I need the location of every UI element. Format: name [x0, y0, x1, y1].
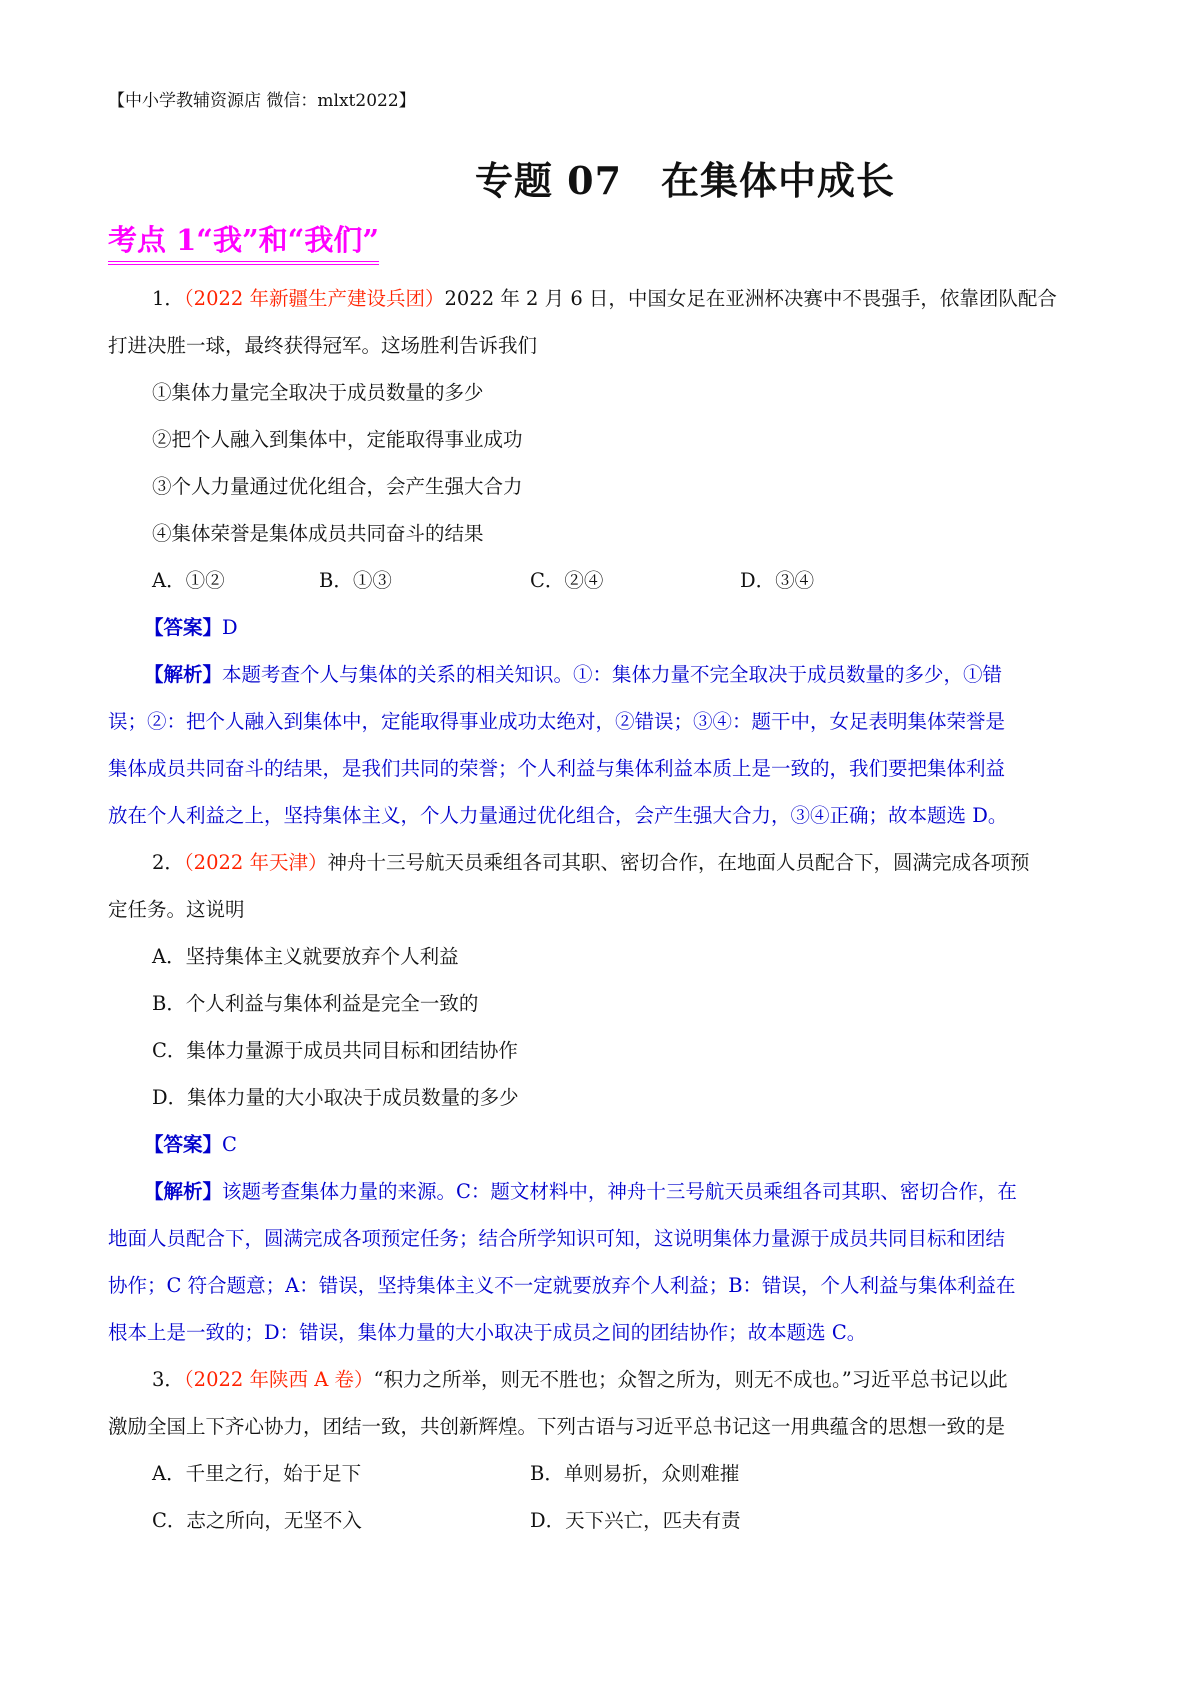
- q2-source: （2022 年天津）: [183, 851, 328, 874]
- page-title: 专题 07 在集体中成长: [474, 158, 896, 203]
- q1-source: （2022 年新疆生产建设兵团）: [183, 287, 445, 310]
- q3-option-b: B．单则易折，众则难摧: [530, 1462, 740, 1485]
- q1-analysis-line-2: 误；②：把个人融入到集体中，定能取得事业成功太绝对，②错误；③④：题干中，女足表明集体荣誉是: [108, 710, 1006, 733]
- q2-answer-value: C: [222, 1133, 237, 1156]
- q2-option-b: B．个人利益与集体利益是完全一致的: [152, 992, 479, 1015]
- q1-stem-text-1: 2022 年 2 月 6 日，中国女足在亚洲杯决赛中不畏强手，依靠团队配合: [444, 287, 1057, 310]
- q2-stem-line-2: 定任务。这说明: [108, 898, 245, 921]
- section-title: 考点 1“我”和“我们”: [108, 218, 379, 265]
- q3-source: （2022 年陕西 A 卷）: [183, 1368, 374, 1391]
- q1-statement-1: ①集体力量完全取决于成员数量的多少: [152, 381, 484, 404]
- q2-number: 2．: [152, 851, 184, 874]
- q2-analysis-line-3: 协作；C 符合题意；A：错误，坚持集体主义不一定就要放弃个人利益；B：错误，个人利益与集体利益在: [108, 1274, 1016, 1297]
- q2-analysis-line-4: 根本上是一致的；D：错误，集体力量的大小取决于成员之间的团结协作；故本题选 C。: [108, 1321, 867, 1344]
- q2-stem-line-1: [152, 847, 1030, 875]
- q2-option-d: D．集体力量的大小取决于成员数量的多少: [152, 1086, 519, 1109]
- q1-analysis-line-4: 放在个人利益之上，坚持集体主义，个人力量通过优化组合，会产生强大合力，③④正确；故本题选 D。: [108, 804, 1008, 827]
- q2-answer-tag: 【答案】: [144, 1133, 223, 1156]
- q2-analysis-line-2: 地面人员配合下，圆满完成各项预定任务；结合所学知识可知，这说明集体力量源于成员共同目标和团结: [108, 1227, 1006, 1250]
- q1-analysis-line-3: 集体成员共同奋斗的结果，是我们共同的荣誉；个人利益与集体利益本质上是一致的，我们要把集体利益: [108, 757, 1006, 780]
- q3-option-d: D．天下兴亡，匹夫有责: [530, 1509, 741, 1532]
- q1-stem-line-2: 打进决胜一球，最终获得冠军。这场胜利告诉我们: [108, 334, 538, 357]
- q2-option-a: A．坚持集体主义就要放弃个人利益: [152, 945, 459, 968]
- q1-answer-value: D: [222, 616, 238, 639]
- q1-number: 1．: [152, 287, 184, 310]
- q3-option-c: C．志之所向，无坚不入: [152, 1509, 362, 1532]
- q1-option-d: D．③④: [740, 569, 815, 592]
- q3-stem-line-2: 激励全国上下齐心协力，团结一致，共创新辉煌。下列古语与习近平总书记这一用典蕴含的思想一致的是: [108, 1415, 1006, 1438]
- q2-stem-text-1: 神舟十三号航天员乘组各司其职、密切合作，在地面人员配合下，圆满完成各项预: [327, 851, 1030, 874]
- header-note: 【中小学教辅资源店 微信：mlxt2022】: [108, 91, 416, 111]
- q1-option-a: A．①②: [152, 569, 225, 592]
- q3-option-a: A．千里之行，始于足下: [152, 1462, 362, 1485]
- q2-option-c: C．集体力量源于成员共同目标和团结协作: [152, 1039, 518, 1062]
- q1-analysis-tag: 【解析】: [144, 663, 223, 686]
- q1-option-b: B．①③: [319, 569, 392, 592]
- q2-answer: [144, 1129, 237, 1157]
- q1-option-c: C．②④: [530, 569, 604, 592]
- q3-stem-line-1: [152, 1364, 1008, 1392]
- q2-analysis-text-1: 该题考查集体力量的来源。C：题文材料中，神舟十三号航天员乘组各司其职、密切合作，在: [222, 1180, 1017, 1203]
- q3-number: 3．: [152, 1368, 184, 1391]
- q1-answer: [144, 612, 238, 640]
- q2-analysis-line-1: [144, 1176, 1017, 1204]
- q2-analysis-tag: 【解析】: [144, 1180, 223, 1203]
- q1-statement-3: ③个人力量通过优化组合，会产生强大合力: [152, 475, 523, 498]
- q3-stem-text-1: “积力之所举，则无不胜也；众智之所为，则无不成也。”习近平总书记以此: [373, 1368, 1008, 1391]
- q1-statement-4: ④集体荣誉是集体成员共同奋斗的结果: [152, 522, 484, 545]
- q1-answer-tag: 【答案】: [144, 616, 223, 639]
- q1-analysis-text-1: 本题考查个人与集体的关系的相关知识。①：集体力量不完全取决于成员数量的多少，①错: [222, 663, 1003, 686]
- q1-analysis-line-1: [144, 659, 1002, 687]
- q1-stem-line-1: [152, 283, 1057, 311]
- q1-statement-2: ②把个人融入到集体中，定能取得事业成功: [152, 428, 523, 451]
